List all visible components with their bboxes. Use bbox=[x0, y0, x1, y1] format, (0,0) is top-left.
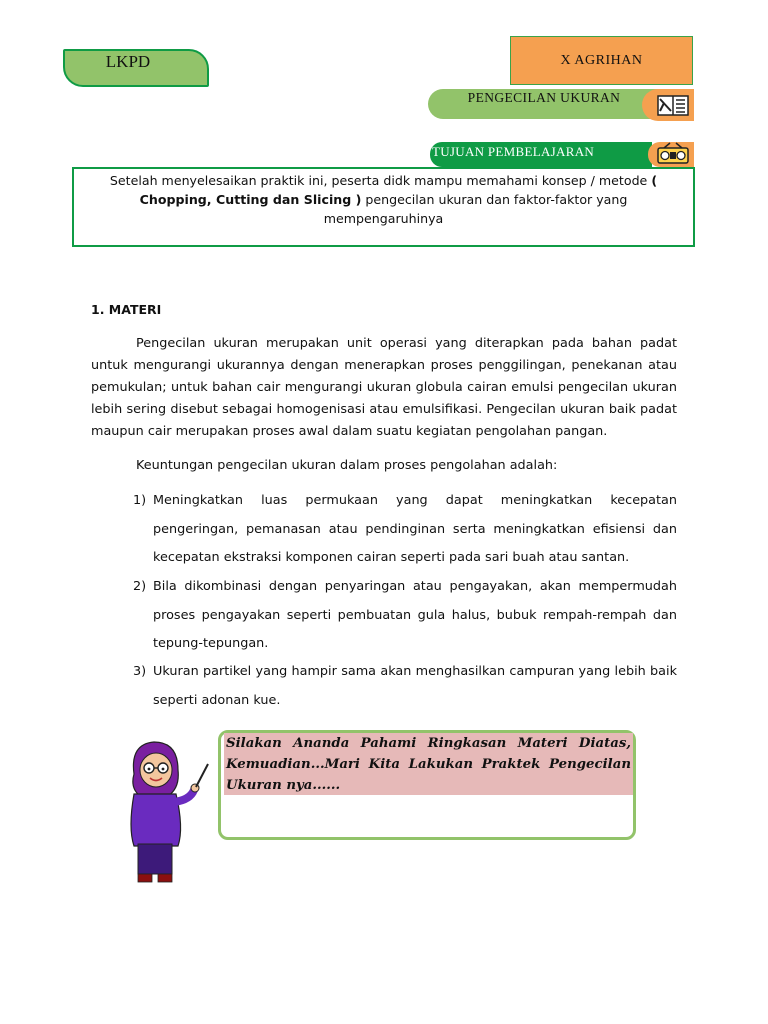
objective-text-start: Setelah menyelesaikan praktik ini, peserta didk mampu memahami konsep / metode bbox=[109, 173, 652, 188]
objective-methods: ( Chopping, Cutting dan Slicing ) bbox=[139, 173, 658, 207]
topic-icon-holder bbox=[642, 89, 694, 121]
class-label: X AGRIHAN bbox=[510, 36, 693, 85]
objective-label: TUJUAN PEMBELAJARAN bbox=[432, 144, 595, 159]
list-item-text: Bila dikombinasi dengan penyaringan atau pengayakan, akan mempermudah proses pengayakan seperti pembuatan gula halus, bubuk rempah-rempah dan tepung-tepungan. bbox=[153, 579, 677, 651]
objective-text-end: pengecilan ukuran dan faktor-faktor yang mempengaruhinya bbox=[323, 192, 628, 226]
teacher-illustration bbox=[120, 738, 212, 888]
book-icon bbox=[642, 89, 694, 121]
radio-icon bbox=[648, 142, 694, 167]
lkpd-badge bbox=[63, 49, 209, 87]
objective-box bbox=[72, 167, 695, 247]
list-item bbox=[133, 658, 677, 715]
topic-label: PENGECILAN UKURAN bbox=[467, 90, 621, 105]
lkpd-label: LKPD bbox=[105, 52, 151, 71]
list-item-number: 1) bbox=[133, 493, 147, 508]
list-item bbox=[133, 573, 677, 659]
materi-heading: 1. MATERI bbox=[91, 302, 162, 317]
callout-text: Silakan Ananda Pahami Ringkasan Materi Diatas, Kemuadian...Mari Kita Lakukan Praktek Pengecilan Ukuran nya...... bbox=[224, 733, 633, 795]
objective-bar bbox=[430, 142, 652, 167]
list-item-text: Ukuran partikel yang hampir sama akan menghasilkan campuran yang lebih baik seperti adonan kue. bbox=[153, 664, 677, 708]
list-item-number: 3) bbox=[133, 664, 147, 679]
list-item-text: Meningkatkan luas permukaan yang dapat meningkatkan kecepatan pengeringan, pemanasan atau pendinginan serta meningkatkan efisiensi dan kecepatan ekstraksi komponen cairan seperti pada sari buah atau santan. bbox=[153, 493, 677, 565]
topic-banner bbox=[428, 89, 660, 119]
list-item bbox=[133, 487, 677, 573]
objective-icon-holder bbox=[648, 142, 694, 167]
list-item-number: 2) bbox=[133, 579, 147, 594]
materi-paragraph-1: Pengecilan ukuran merupakan unit operasi yang diterapkan pada bahan padat untuk mengurangi ukurannya dengan menerapkan proses penggilingan, penekanan atau pemukulan; untuk bahan cair mengurangi ukuran globula cairan emulsi pengecilan ukuran lebih sering disebut sebagai homogenisasi atau emulsifikasi. Pengecilan ukuran baik padat maupun cair merupakan proses awal dalam suatu kegiatan pengolahan pangan. bbox=[91, 336, 677, 439]
materi-paragraph-2: Keuntungan pengecilan ukuran dalam proses pengolahan adalah: bbox=[136, 458, 558, 473]
